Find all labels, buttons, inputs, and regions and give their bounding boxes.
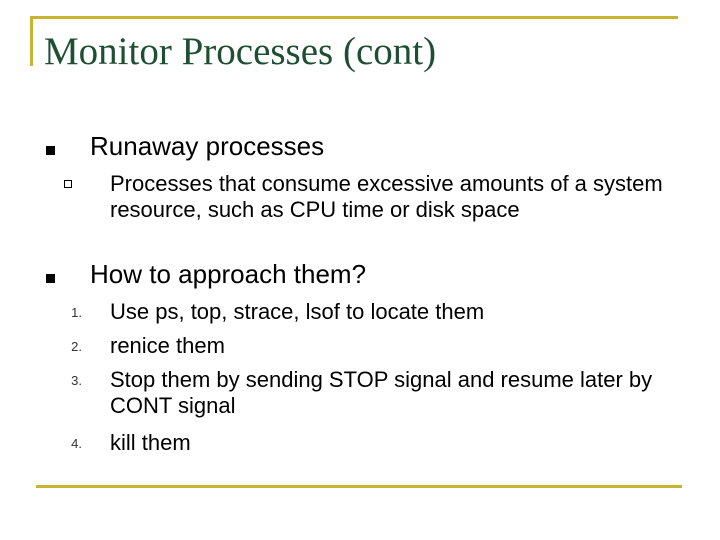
hollow-square-bullet-icon xyxy=(64,180,72,188)
list-number: 4. xyxy=(71,436,82,451)
sub-bullet-definition: Processes that consume excessive amounts of a system resource, such as CPU time or disk space xyxy=(110,171,663,222)
bullet-runaway-processes: Runaway processes xyxy=(90,131,325,161)
numbered-item-renice: renice them xyxy=(110,333,225,358)
bullet-how-to-approach: How to approach them? xyxy=(90,259,367,289)
numbered-item-stop: Stop them by sending STOP signal and resume later by CONT signal xyxy=(110,367,653,418)
square-bullet-icon xyxy=(46,146,55,155)
numbered-item-kill: kill them xyxy=(110,430,191,455)
slide-title: Monitor Processes (cont) xyxy=(44,30,437,73)
frame-top-line xyxy=(30,16,678,19)
list-number: 2. xyxy=(71,339,82,354)
numbered-item-locate: Use ps, top, strace, lsof to locate them xyxy=(110,299,485,324)
frame-bottom-line xyxy=(36,485,682,488)
square-bullet-icon xyxy=(46,274,55,283)
list-number: 1. xyxy=(71,305,82,320)
frame-left-line xyxy=(30,16,33,66)
list-number: 3. xyxy=(71,373,82,388)
